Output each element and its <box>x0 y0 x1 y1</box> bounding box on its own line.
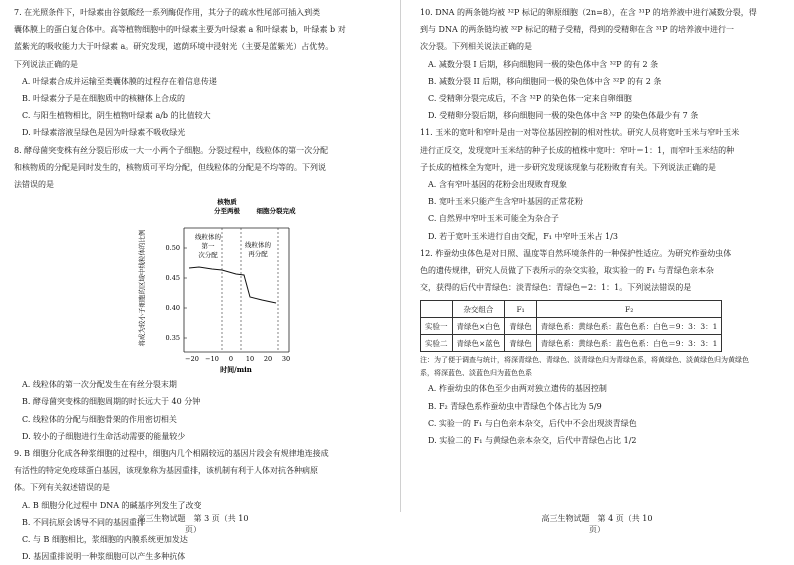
q9-stem-line: 体。下列有关叙述错误的是 <box>14 483 110 493</box>
question-12 <box>420 245 790 449</box>
q11-stem-line: 子长成的植株全为宽叶，进一步研究发现该现象与花粉败育有关。下列说法正确的是 <box>420 162 716 172</box>
q11-stem-line: 进行正反交，发现宽叶玉米结的种子长成的植株中宽叶：窄叶＝1：1，而窄叶玉米结的种 <box>420 145 735 155</box>
q12-stem-line: 色的遗传规律，研究人员做了下表所示的杂交实验，取实验一的 F₁ 与青绿色亲本杂 <box>420 266 714 276</box>
table-cell: 青绿色系：黄绿色系：蓝色色系：白色＝9：3：3：1 <box>536 318 722 335</box>
page-footer-right: 高三生物试题 第 4 页（共 10 页） <box>541 514 653 534</box>
table-cell: 实验二 <box>421 335 453 352</box>
q8-option-c: C. 线粒体的分配与细胞骨架的作用密切相关 <box>22 414 177 424</box>
table-header-row <box>421 301 722 318</box>
q10-option-d: D. 受精卵分裂后期，移向细胞同一极的染色体中含 ³²P 的染色体最少有 7 条 <box>428 111 699 121</box>
y-tick-label: 0.40 <box>165 304 180 313</box>
q12-option-b: B. F₂ 青绿色系柞蚕幼虫中青绿色个体占比为 5/9 <box>428 401 602 411</box>
table-cell: 青绿色系：黄绿色系：蓝色色系：白色＝9：3：3：1 <box>536 335 722 352</box>
q11-option-c: C. 自然界中窄叶玉米可能全为杂合子 <box>428 214 559 224</box>
label-second-alloc: 线粒体的 <box>245 241 271 250</box>
label-nuclear-split-2: 分至两极 <box>214 207 240 216</box>
table-row <box>421 318 722 335</box>
q8-option-b: B. 酵母菌突变株的细胞周期的时长远大于 40 分钟 <box>22 397 201 407</box>
q11-stem-line: 11. 玉米的宽叶和窄叶是由一对等位基因控制的相对性状。研究人员将宽叶玉米与窄叶玉米 <box>420 128 740 138</box>
right-page <box>420 4 790 449</box>
q8-stem-line: 法错误的是 <box>14 180 54 190</box>
q12-option-a: A. 柞蚕幼虫的体色至少由两对独立遗传的基因控制 <box>428 384 607 394</box>
q10-option-c: C. 受精卵分裂完成后，不含 ³²P 的染色体一定来自卵细胞 <box>428 94 632 104</box>
graph-x-label: 时间/min <box>220 365 252 375</box>
table-cell: 青绿色 <box>505 318 537 335</box>
cross-table <box>420 300 722 352</box>
q9-option-d: D. 基因重排说明一种浆细胞可以产生多种抗体 <box>22 552 186 562</box>
y-tick-label: 0.45 <box>165 274 180 283</box>
q10-stem-line: 次分裂。下列相关说法正确的是 <box>420 42 532 52</box>
q9-option-b: B. 不同抗原会诱导不同的基因重排 <box>22 517 145 527</box>
table-cell: 青绿色×白色 <box>452 318 505 335</box>
x-tick-label: 30 <box>281 355 291 364</box>
q7-option-c: C. 与阳生植物相比，阴生植物叶绿素 a/b 的比值较大 <box>22 111 211 121</box>
q11-option-a: A. 含有窄叶基因的花粉会出现败育现象 <box>428 180 567 190</box>
q12-stem-line: 交，获得的后代中青绿色：淡青绿色：青绿色＝2：1：1。下列说法错误的是 <box>420 283 692 293</box>
question-8 <box>14 142 384 445</box>
q7-option-d: D. 叶绿素溶液呈绿色是因为叶绿素不吸收绿光 <box>22 128 186 138</box>
table-header-cell: F₂ <box>536 301 722 318</box>
table-header-cell: 杂交组合 <box>452 301 505 318</box>
question-10 <box>420 4 790 124</box>
label-first-alloc-3: 次分配 <box>198 251 218 260</box>
q9-option-a: A. B 细胞分化过程中 DNA 的碱基序列发生了改变 <box>22 500 202 510</box>
q9-stem-line: 有活性的特定免疫球蛋白基因，该现象称为基因重排，该机制有利于人体对抗各种病原 <box>14 466 318 476</box>
table-note-line: 系，将深蓝色、淡蓝色归为蓝色色系 <box>420 369 532 378</box>
mitochondria-curve <box>189 267 276 303</box>
table-cell: 青绿色×蓝色 <box>452 335 505 352</box>
graph-svg <box>14 193 384 376</box>
q10-option-a: A. 减数分裂 I 后期，移向细胞同一极的染色体中含 ³²P 的有 2 条 <box>428 59 659 69</box>
q7-stem-line: 下列说法正确的是 <box>14 59 78 69</box>
x-tick-label: 10 <box>245 355 255 364</box>
q8-stem-line: 和核物质的分配是同时发生的，核物质可平均分配，但线粒体的分配是不均等的。下列说 <box>14 162 326 172</box>
q8-option-a: A. 线粒体的第一次分配发生在有丝分裂末期 <box>22 380 177 390</box>
table-cell: 青绿色 <box>505 335 537 352</box>
q7-option-b: B. 叶绿素分子是在细胞质中的核糖体上合成的 <box>22 94 185 104</box>
x-tick-label: −20 <box>185 355 199 364</box>
label-nuclear-split: 核物质 <box>217 198 237 207</box>
q10-option-b: B. 减数分裂 II 后期，移向细胞同一极的染色体中含 ³²P 的有 2 条 <box>428 76 662 86</box>
page-footer-left: 高三生物试题 第 3 页（共 10 页） <box>137 514 249 534</box>
q12-stem-line: 12. 柞蚕幼虫体色是对日照、温度等自然环境条件的一种保护性适应。为研究柞蚕幼虫体 <box>420 248 732 258</box>
graph-y-label: 将成为较小子细胞的区域中线粒体的比例 <box>138 229 146 347</box>
left-page <box>14 4 384 565</box>
q12-option-c: C. 实验一的 F₁ 与白色亲本杂交，后代中不会出现淡青绿色 <box>428 418 637 428</box>
label-first-alloc: 线粒体的 <box>195 233 221 242</box>
label-second-alloc-2: 再分配 <box>248 250 268 259</box>
label-first-alloc-2: 第一 <box>201 242 215 251</box>
q7-stem-line: 7. 在光照条件下，叶绿素由谷氨酸经一系列酶促作用，其分子的疏水性尾部可插入到类 <box>14 8 321 17</box>
page-divider <box>400 0 401 512</box>
table-row <box>421 335 722 352</box>
x-tick-label: 0 <box>228 355 234 364</box>
q10-stem-line: 10. DNA 的两条链均被 ³²P 标记的卵原细胞（2n=8），在含 ³¹P 的培养液中进行减数分裂，得 <box>420 8 757 17</box>
table-header-cell: F₁ <box>505 301 537 318</box>
q12-option-d: D. 实验二的 F₁ 与黄绿色亲本杂交，后代中青绿色占比 1/2 <box>428 436 637 446</box>
q8-option-d: D. 较小的子细胞进行生命活动需要的能量较少 <box>22 431 186 441</box>
question-9 <box>14 445 384 565</box>
q11-option-d: D. 若于宽叶玉米进行自由交配，F₁ 中窄叶玉米占 1/3 <box>428 231 618 241</box>
q10-stem-line: 到与 DNA 的两条链均被 ³²P 标记的精子受精，得到的受精卵在含 ³¹P 的培养液中进行一 <box>420 25 735 35</box>
table-note-line: 注：为了便于调查与统计，将深青绿色、青绿色、淡青绿色归为青绿色系，将黄绿色、淡黄绿色归为黄绿色 <box>420 356 749 365</box>
y-tick-label: 0.35 <box>165 334 180 343</box>
x-tick-label: 20 <box>263 355 273 364</box>
q7-option-a: A. 叶绿素合成并运输至类囊体膜的过程存在着信息传递 <box>22 76 217 86</box>
table-cell: 实验一 <box>421 318 453 335</box>
q9-option-c: C. 与 B 细胞相比，浆细胞的内膜系统更加发达 <box>22 535 188 545</box>
mitochondria-graph <box>14 193 384 376</box>
table-header-cell <box>421 301 453 318</box>
question-7 <box>14 4 384 142</box>
q8-stem-line: 8. 酵母菌突变株有丝分裂后形成一大一小两个子细胞。分裂过程中，线粒体的第一次分配 <box>14 145 329 155</box>
label-division-done: 细胞分裂完成 <box>256 207 296 216</box>
q7-stem-line: 囊体膜上的蛋白复合体中。高等植物细胞中的叶绿素主要为叶绿素 a 和叶绿素 b，叶绿素 b 对 <box>14 25 346 35</box>
q11-option-b: B. 宽叶玉米只能产生含窄叶基因的正常花粉 <box>428 197 583 207</box>
question-11 <box>420 124 790 244</box>
q7-stem-line: 蓝紫光的吸收能力大于叶绿素 a。研究发现，遮荫环境中浸射光（主要是蓝紫光）占优势。 <box>14 42 334 52</box>
q9-stem-line: 9. B 细胞分化成各种浆细胞的过程中，细胞内几个相隔较远的基因片段会有规律地连接成 <box>14 449 329 459</box>
y-tick-label: 0.50 <box>165 244 180 253</box>
x-tick-label: −10 <box>205 355 219 364</box>
